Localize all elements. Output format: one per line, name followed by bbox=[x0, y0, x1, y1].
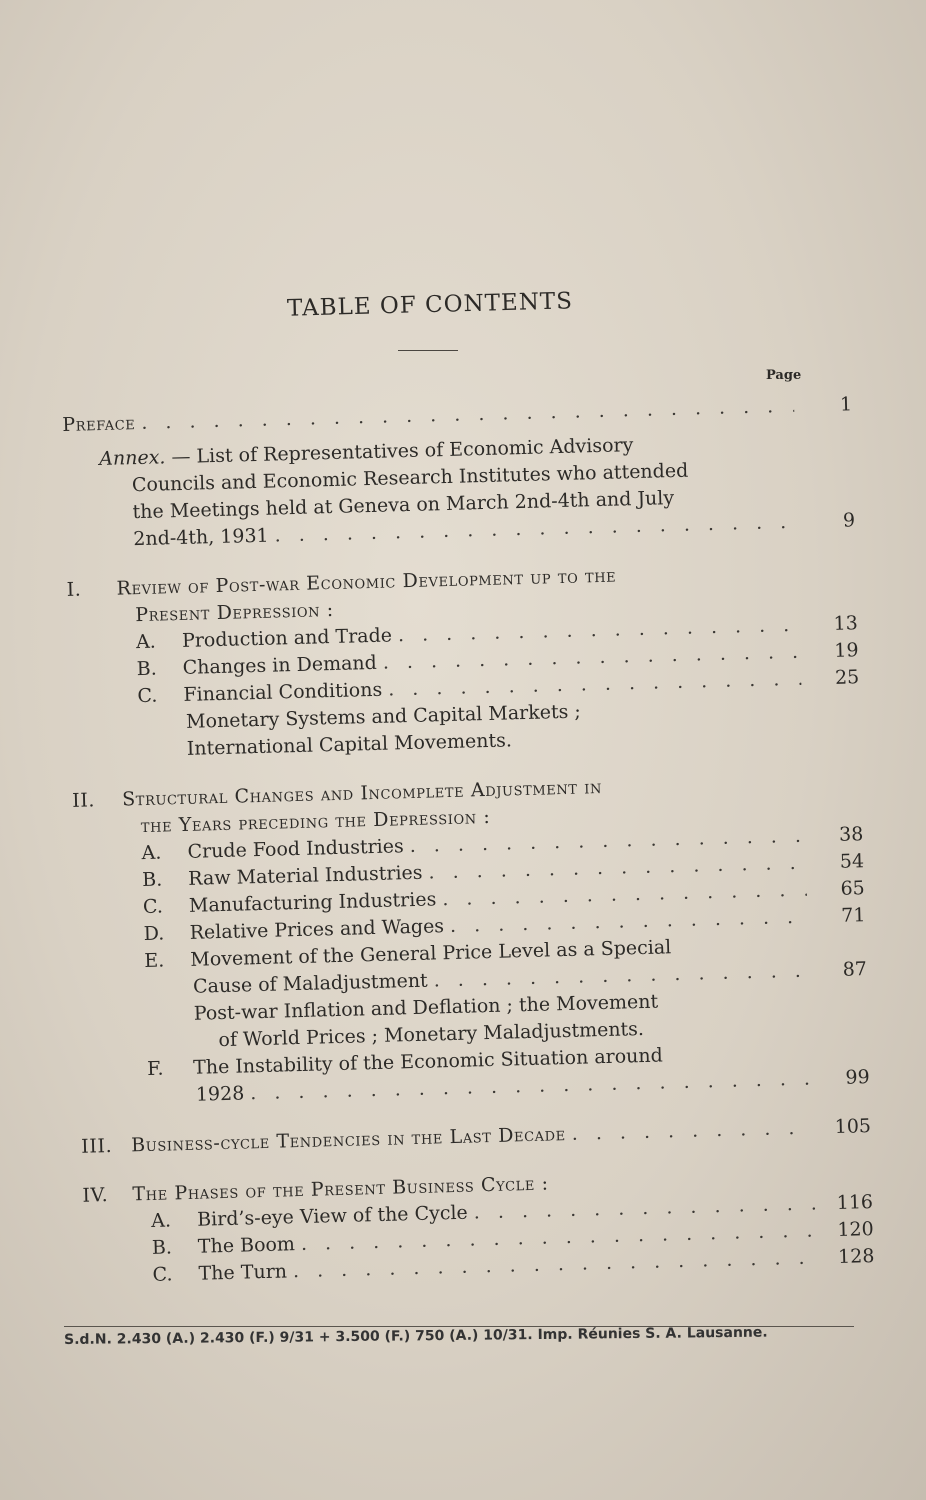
section-heading: Business-cycle Tendencies in the Last Decade bbox=[130, 1123, 567, 1157]
page-number: 105 bbox=[834, 1115, 872, 1139]
page-number: 128 bbox=[837, 1245, 875, 1268]
entry-letter: B. bbox=[151, 1236, 173, 1259]
annex-line: 2nd-4th, 1931 bbox=[133, 524, 269, 551]
entry-letter: D. bbox=[143, 922, 165, 946]
page-number: 19 bbox=[834, 639, 859, 662]
section-number: I. bbox=[66, 578, 82, 601]
annex-line: Councils and Economic Research Institutes who attended bbox=[131, 459, 689, 497]
toc-entry-annex bbox=[63, 426, 856, 555]
section-heading: Review of Post-war Economic Development up to the bbox=[116, 564, 617, 600]
page-number: 99 bbox=[845, 1066, 870, 1089]
entry-letter: A. bbox=[135, 630, 157, 654]
section-number: III. bbox=[80, 1134, 113, 1158]
entry-letter: F. bbox=[146, 1057, 164, 1080]
page-number: 116 bbox=[836, 1191, 874, 1214]
section-heading: Structural Changes and Incomplete Adjustment in bbox=[121, 775, 603, 811]
entry-label: Raw Material Industries bbox=[187, 861, 423, 890]
page-number: 1 bbox=[839, 393, 853, 416]
toc-section-1 bbox=[66, 556, 861, 766]
entry-label: The Turn bbox=[198, 1260, 288, 1285]
section-heading-cont: the Years preceding the Depression : bbox=[140, 805, 491, 838]
entry-label: Financial Conditions bbox=[183, 678, 383, 706]
entry-label-cont: 1928 bbox=[195, 1082, 245, 1106]
preface-label: Preface bbox=[62, 412, 136, 436]
entry-letter: A. bbox=[141, 841, 162, 865]
entry-label: The Boom bbox=[197, 1233, 296, 1258]
section-heading: The Phases of the Present Business Cycle : bbox=[132, 1172, 549, 1206]
page-number: 87 bbox=[842, 958, 868, 981]
entry-letter: B. bbox=[141, 868, 163, 892]
entry-letter: C. bbox=[142, 895, 164, 919]
page-number: 71 bbox=[840, 904, 866, 927]
entry-label: Crude Food Industries bbox=[187, 835, 404, 863]
page-column-heading: Page bbox=[766, 368, 802, 383]
entry-label: Changes in Demand bbox=[182, 651, 378, 679]
entry-letter: A. bbox=[150, 1209, 172, 1232]
leader-dots bbox=[571, 1115, 813, 1148]
annex-prefix: Annex. bbox=[98, 446, 166, 471]
page-number: 54 bbox=[839, 850, 865, 873]
entry-subtopic: of World Prices ; Monetary Maladjustments. bbox=[218, 1017, 645, 1052]
section-number: IV. bbox=[82, 1184, 109, 1207]
title-divider bbox=[398, 350, 458, 351]
entry-label: The Instability of the Economic Situation around bbox=[192, 1044, 664, 1079]
entry-label: Bird’s-eye View of the Cycle bbox=[196, 1201, 469, 1231]
printer-imprint: S.d.N. 2.430 (A.) 2.430 (F.) 9/31 + 3.500 (F.) 750 (A.) 10/31. Imp. Réunies S. A. Lausanne. bbox=[64, 1324, 768, 1348]
entry-letter: C. bbox=[152, 1263, 173, 1286]
toc-section-4 bbox=[82, 1162, 875, 1291]
annex-line: the Meetings held at Geneva on March 2nd-4th and July bbox=[132, 487, 675, 524]
toc-section-2 bbox=[72, 767, 870, 1112]
section-heading-cont: Present Depression : bbox=[135, 598, 335, 627]
page-title: TABLE OF CONTENTS bbox=[286, 288, 574, 322]
entry-label: Movement of the General Price Level as a Special bbox=[190, 936, 672, 971]
entry-subtopic: Monetary Systems and Capital Markets ; bbox=[185, 700, 582, 733]
page-number: 9 bbox=[842, 509, 856, 532]
table-of-contents bbox=[62, 391, 875, 1290]
page-number: 65 bbox=[840, 877, 866, 900]
page-number: 25 bbox=[834, 666, 860, 689]
annex-line: — List of Representatives of Economic Advisory bbox=[171, 434, 634, 469]
page-number: 38 bbox=[838, 823, 864, 846]
toc-section-3 bbox=[81, 1113, 871, 1161]
entry-label-cont: Cause of Maladjustment bbox=[192, 969, 428, 998]
entry-letter: B. bbox=[136, 657, 158, 681]
entry-letter: E. bbox=[144, 949, 165, 973]
entry-letter: C. bbox=[137, 684, 158, 708]
page-number: 120 bbox=[837, 1218, 874, 1241]
entry-subtopic: International Capital Movements. bbox=[186, 729, 513, 760]
entry-label: Manufacturing Industries bbox=[188, 888, 437, 917]
entry-label: Production and Trade bbox=[181, 624, 393, 652]
page-number: 13 bbox=[833, 612, 859, 635]
section-number: II. bbox=[71, 789, 96, 812]
entry-subtopic: Post-war Inflation and Deflation ; the Movement bbox=[193, 990, 659, 1025]
entry-label: Relative Prices and Wages bbox=[189, 915, 445, 944]
